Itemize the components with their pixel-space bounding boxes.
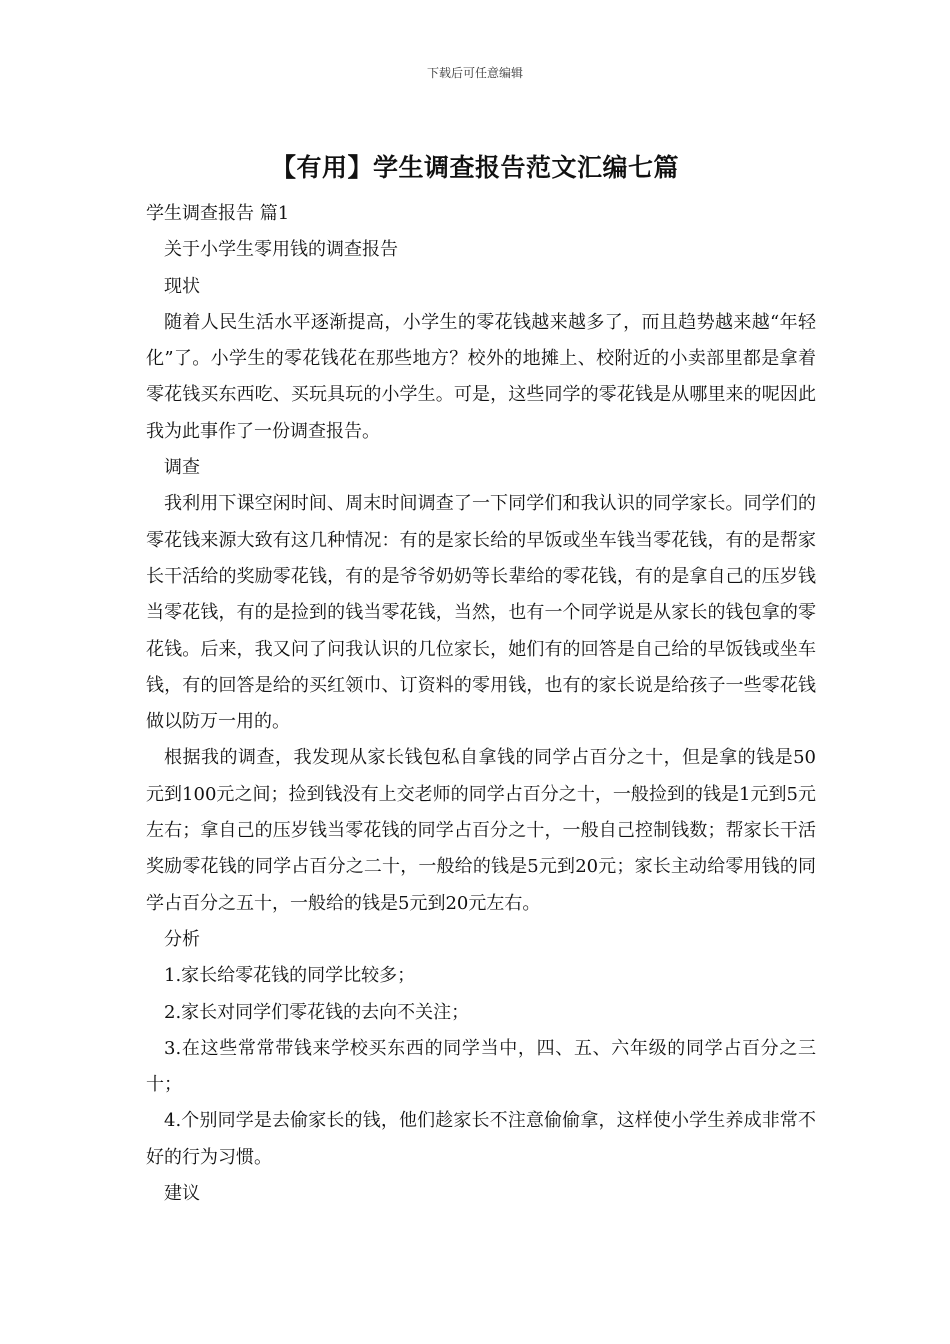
heading-status: 现状	[164, 275, 200, 297]
paragraph-survey-1: 我利用下课空闲时间、周末时间调查了一下同学们和我认识的同学家长。同学们的零花钱来源大致有这几种情况：有的是家长给的早饭或坐车钱当零花钱，有的是帮家长干活给的奖励零花钱，有的是爷爷奶奶等长辈给的零花钱，有的是拿自己的压岁钱当零花钱，有的是捡到的钱当零花钱，当然，也有一个同学说是从家长的钱包拿的零花钱。后来，我又问了问我认识的几位家长，她们有的回答是自己给的早饭钱或坐车钱，有的回答是给的买红领巾、订资料的零用钱，也有的家长说是给孩子一些零花钱做以防万一用的。	[146, 493, 816, 733]
page-header-note: 下载后可任意编辑	[426, 66, 523, 80]
document-body	[146, 196, 816, 1212]
report-title: 关于小学生零用钱的调查报告	[164, 239, 398, 261]
heading-suggestion: 建议	[164, 1183, 200, 1205]
document-title: 【有用】学生调查报告范文汇编七篇	[270, 153, 679, 182]
analysis-item: 1.家长给零花钱的同学比较多；	[164, 965, 416, 987]
heading-survey: 调查	[164, 457, 200, 479]
analysis-item: 3.在这些常常带钱来学校买东西的同学当中，四、五、六年级的同学占百分之三十；	[146, 1037, 816, 1096]
heading-analysis: 分析	[164, 928, 200, 950]
paragraph-status: 随着人民生活水平逐渐提高，小学生的零花钱越来越多了，而且趋势越来越“年轻化”了。小学生的零花钱花在那些地方？校外的地摊上、校附近的小卖部里都是拿着零花钱买东西吃、买玩具玩的小学生。可是，这些同学的零花钱是从哪里来的呢因此我为此事作了一份调查报告。	[146, 311, 816, 442]
paragraph-survey-2: 根据我的调查，我发现从家长钱包私自拿钱的同学占百分之十，但是拿的钱是50元到100元之间；捡到钱没有上交老师的同学占百分之十，一般捡到的钱是1元到5元左右；拿自己的压岁钱当零花钱的同学占百分之十，一般自己控制钱数；帮家长干活奖励零花钱的同学占百分之二十，一般给的钱是5元到20元；家长主动给零用钱的同学占百分之五十，一般给的钱是5元到20元左右。	[146, 747, 816, 914]
section-label: 学生调查报告 篇1	[146, 203, 290, 224]
analysis-item: 2.家长对同学们零花钱的去向不关注；	[164, 1001, 470, 1023]
analysis-item: 4.个别同学是去偷家长的钱，他们趁家长不注意偷偷拿，这样使小学生养成非常不好的行为习惯。	[146, 1110, 816, 1168]
